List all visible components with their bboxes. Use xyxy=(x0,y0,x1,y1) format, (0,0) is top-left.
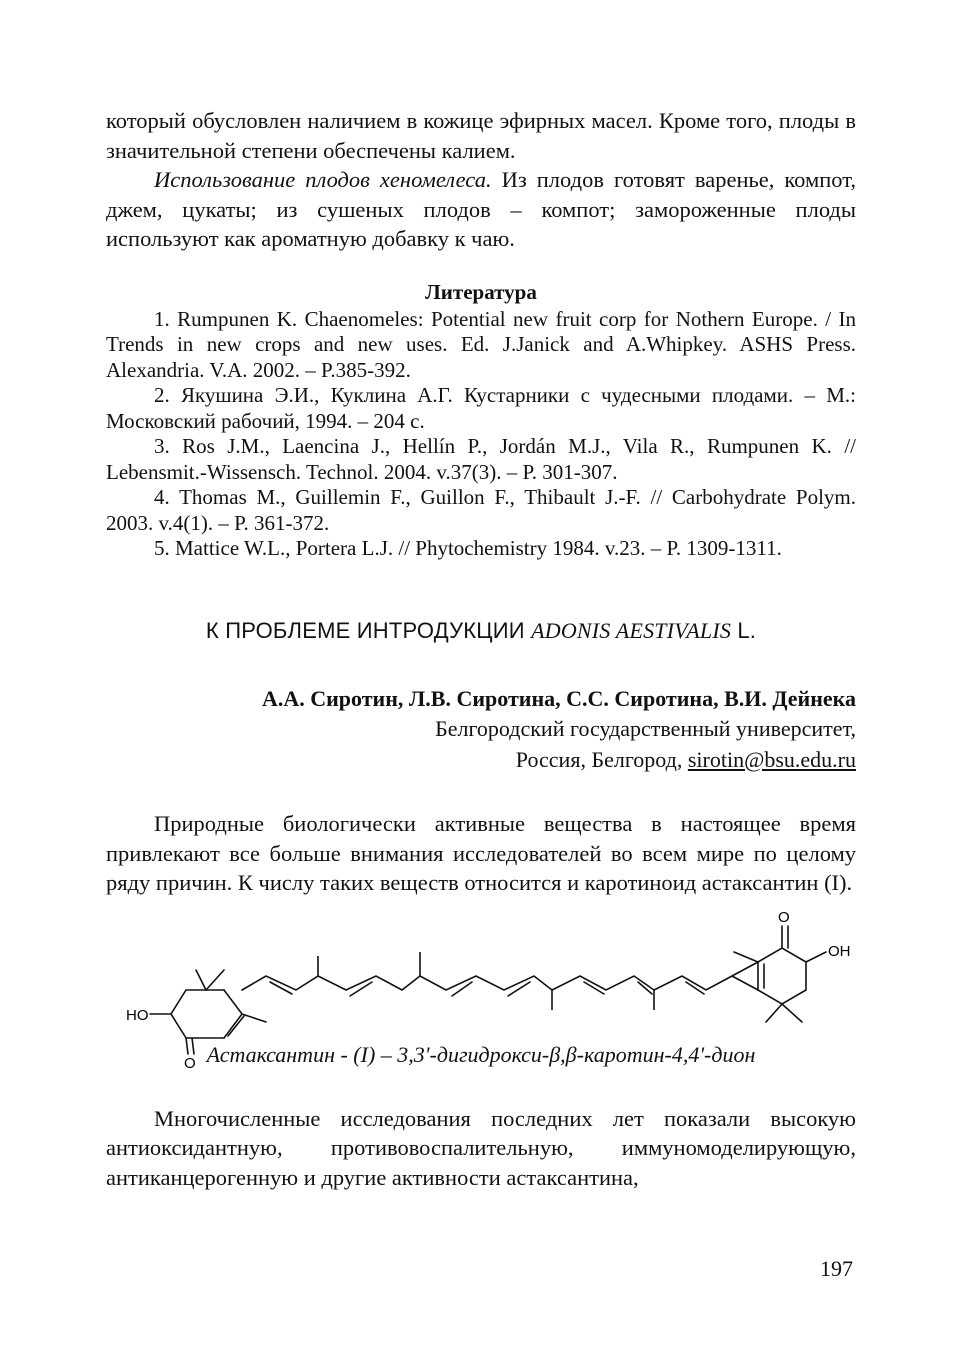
page-body xyxy=(106,106,856,1192)
left-ring-bond xyxy=(224,990,242,1014)
article-title-species: ADONIS AESTIVALIS xyxy=(531,617,732,643)
email-link[interactable]: sirotin@bsu.edu.ru xyxy=(687,746,856,772)
paragraph-usage xyxy=(106,165,856,254)
hydroxyl-left-label: HO xyxy=(126,1006,149,1024)
reference-4: 4. Thomas M., Guillemin F., Guillon F., Thibault J.-F. // Carbohydrate Polym. 2003. v.4(1). – P. 361-372. xyxy=(106,485,856,535)
hydroxyl-right-label: OH xyxy=(828,942,851,960)
location: Россия, Белгород, xyxy=(515,746,688,772)
article-title-suffix: L. xyxy=(731,617,757,643)
page-number: 197 xyxy=(820,1256,853,1281)
figure-caption: Астаксантин - (I) – 3,3'-дигидрокси-β,β-каротин-4,4'-дион xyxy=(206,1041,756,1067)
reference-1: 1. Rumpunen K. Chaenomeles: Potential new fruit corp for Nothern Europe. / In Trends in new crops and new uses. Ed. J.Janick and A.Whipkey. ASHS Press. Alexandria. V.A. 2002. – P.385-392. xyxy=(106,306,856,382)
usage-rest: Из плодов готовят варенье, компот, джем, цукаты; из сушеных плодов – компот; замороженные плоды используют как ароматную добавку к чаю. xyxy=(106,167,856,251)
left-ring-bonds-a xyxy=(171,990,224,1038)
keto-left-label: O xyxy=(184,1054,196,1072)
reference-5: 5. Mattice W.L., Portera L.J. // Phytochemistry 1984. v.23. – P. 1309-1311. xyxy=(154,536,782,560)
keto-right-label: O xyxy=(778,908,790,926)
author-block xyxy=(106,684,856,776)
affiliation: Белгородский государственный университет, xyxy=(435,716,856,741)
reference-3: 3. Ros J.M., Laencina J., Hellín P., Jordán M.J., Vila R., Rumpunen K. // Lebensmit.-Wissensch. Technol. 2004. v.37(3). – P. 301-307. xyxy=(106,434,856,484)
article-title xyxy=(106,618,856,644)
abstract-paragraph: Природные биологически активные вещества в настоящее время привлекают все больше внимания исследователей во всем мире по целому ряду причин. К числу таких веществ относится и каротиноид астаксантин (I). xyxy=(106,811,856,895)
paragraph-top: который обусловлен наличием в кожице эфирных масел. Кроме того, плоды в значительной степени обеспечены калием. xyxy=(106,108,856,163)
location-line xyxy=(106,745,856,776)
next-paragraph: Многочисленные исследования последних лет показали высокую антиоксидантную, противовоспалительную, иммуномоделирующую, антиканцерогенную и другие активности астаксантина, xyxy=(106,1105,856,1190)
article-title-prefix: К ПРОБЛЕМЕ ИНТРОДУКЦИИ xyxy=(205,617,532,643)
literature-title: Литература xyxy=(425,279,537,304)
authors: А.А. Сиротин, Л.В. Сиротина, С.С. Сиротина, В.И. Дейнека xyxy=(261,685,856,711)
usage-lead: Использование плодов хеномелеса. xyxy=(154,167,492,192)
reference-2: 2. Якушина Э.И., Куклина А.Г. Кустарники с чудесными плодами. – М.: Московский рабочий, 1994. – 204 с. xyxy=(106,383,856,433)
